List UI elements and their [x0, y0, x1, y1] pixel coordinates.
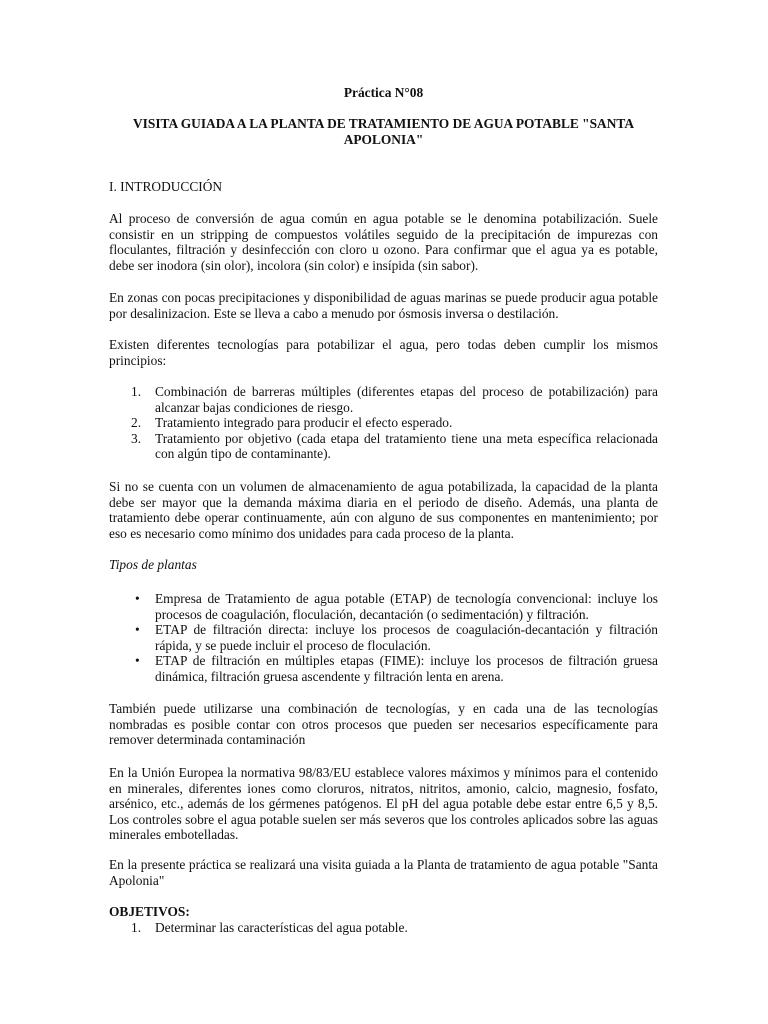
list-item-text: Combinación de barreras múltiples (diferentes etapas del proceso de potabilización) para alcanzar bajas condiciones de riesgo.	[155, 384, 658, 415]
document-title: VISITA GUIADA A LA PLANTA DE TRATAMIENTO DE AGUA POTABLE "SANTA APOLONIA"	[132, 116, 634, 147]
plant-types-heading: Tipos de plantas	[109, 557, 197, 572]
paragraph-technologies-intro: Existen diferentes tecnologías para potabilizar el agua, pero todas deben cumplir los mismos principios:	[109, 337, 658, 368]
section-heading-introduction: I. INTRODUCCIÓN	[109, 179, 223, 194]
list-item	[109, 431, 658, 462]
paragraph-eu-regulation: En la Unión Europea la normativa 98/83/EU establece valores máximos y mínimos para el contenido en minerales, diferentes iones como cloruros, nitratos, nitritos, amonio, calcio, magnesio, fosfato, arsénico, etc., además de los gérmenes patógenos. El pH del agua potable debe estar entre 6,5 y 8,5. Los controles sobre el agua potable suelen ser más severos que los controles aplicados sobre las aguas minerales embotelladas.	[109, 765, 658, 843]
list-item-text: Tratamiento por objetivo (cada etapa del tratamiento tiene una meta específica relacionada con algún tipo de contaminante).	[155, 430, 658, 462]
paragraph-technology-combination: También puede utilizarse una combinación de tecnologías, y en cada una de las tecnologías nombradas es posible contar con otros procesos que pueden ser necesarios específicamente para remover determinada contaminación	[109, 701, 658, 748]
list-marker: 2.	[131, 415, 142, 431]
list-item-text: Empresa de Tratamiento de agua potable (ETAP) de tecnología convencional: incluye los procesos de coagulación, floculación, decantación (o sedimentación) y filtración.	[155, 591, 658, 622]
objectives-list	[109, 920, 658, 936]
paragraph-desalination: En zonas con pocas precipitaciones y disponibilidad de aguas marinas se puede producir agua potable por desalinizacion. Este se lleva a cabo a menudo por ósmosis inversa o destilación.	[109, 290, 658, 321]
list-item	[109, 920, 658, 936]
list-marker: 1.	[131, 384, 142, 399]
objectives-heading: OBJETIVOS:	[109, 904, 190, 919]
bullet-icon: •	[135, 622, 140, 638]
bullet-icon: •	[135, 653, 140, 669]
list-item	[109, 591, 658, 622]
bullet-icon: •	[135, 591, 140, 606]
list-item-text: Tratamiento integrado para producir el efecto esperado.	[155, 415, 453, 431]
list-marker: 3.	[131, 430, 142, 446]
list-item	[109, 415, 658, 431]
list-item	[109, 384, 658, 415]
paragraph-plant-capacity: Si no se cuenta con un volumen de almacenamiento de agua potabilizada, la capacidad de la planta debe ser mayor que la demanda máxima diaria en el periodo de diseño. Además, una planta de tratamiento debe operar continuamente, aún con alguno de sus componentes en mantenimiento; por eso es necesario como mínimo dos unidades para cada proceso de la planta.	[109, 479, 658, 541]
paragraph-guided-visit: En la presente práctica se realizará una visita guiada a la Planta de tratamiento de agua potable "Santa Apolonia"	[109, 857, 658, 888]
principles-list	[109, 384, 658, 462]
list-item-text: Determinar las características del agua potable.	[155, 920, 408, 935]
list-item-text: ETAP de filtración directa: incluye los procesos de coagulación-decantación y filtración rápida, y se puede incluir el proceso de floculación.	[155, 622, 658, 653]
paragraph-potabilization: Al proceso de conversión de agua común en agua potable se le denomina potabilización. Suele consistir en un stripping de compuestos volátiles seguido de la precipitación de impurezas con floculantes, filtración y desinfección con cloro u ozono. Para confirmar que el agua ya es potable, debe ser inodora (sin olor), incolora (sin color) e insípida (sin sabor).	[109, 211, 658, 273]
list-marker: 1.	[131, 920, 142, 935]
list-item-text: ETAP de filtración en múltiples etapas (FIME): incluye los procesos de filtración gruesa dinámica, filtración gruesa ascendente y filtración lenta en arena.	[155, 653, 658, 684]
practice-label: Práctica N°08	[343, 85, 424, 100]
list-item	[109, 653, 658, 684]
plant-types-list	[109, 591, 658, 685]
list-item	[109, 622, 658, 653]
